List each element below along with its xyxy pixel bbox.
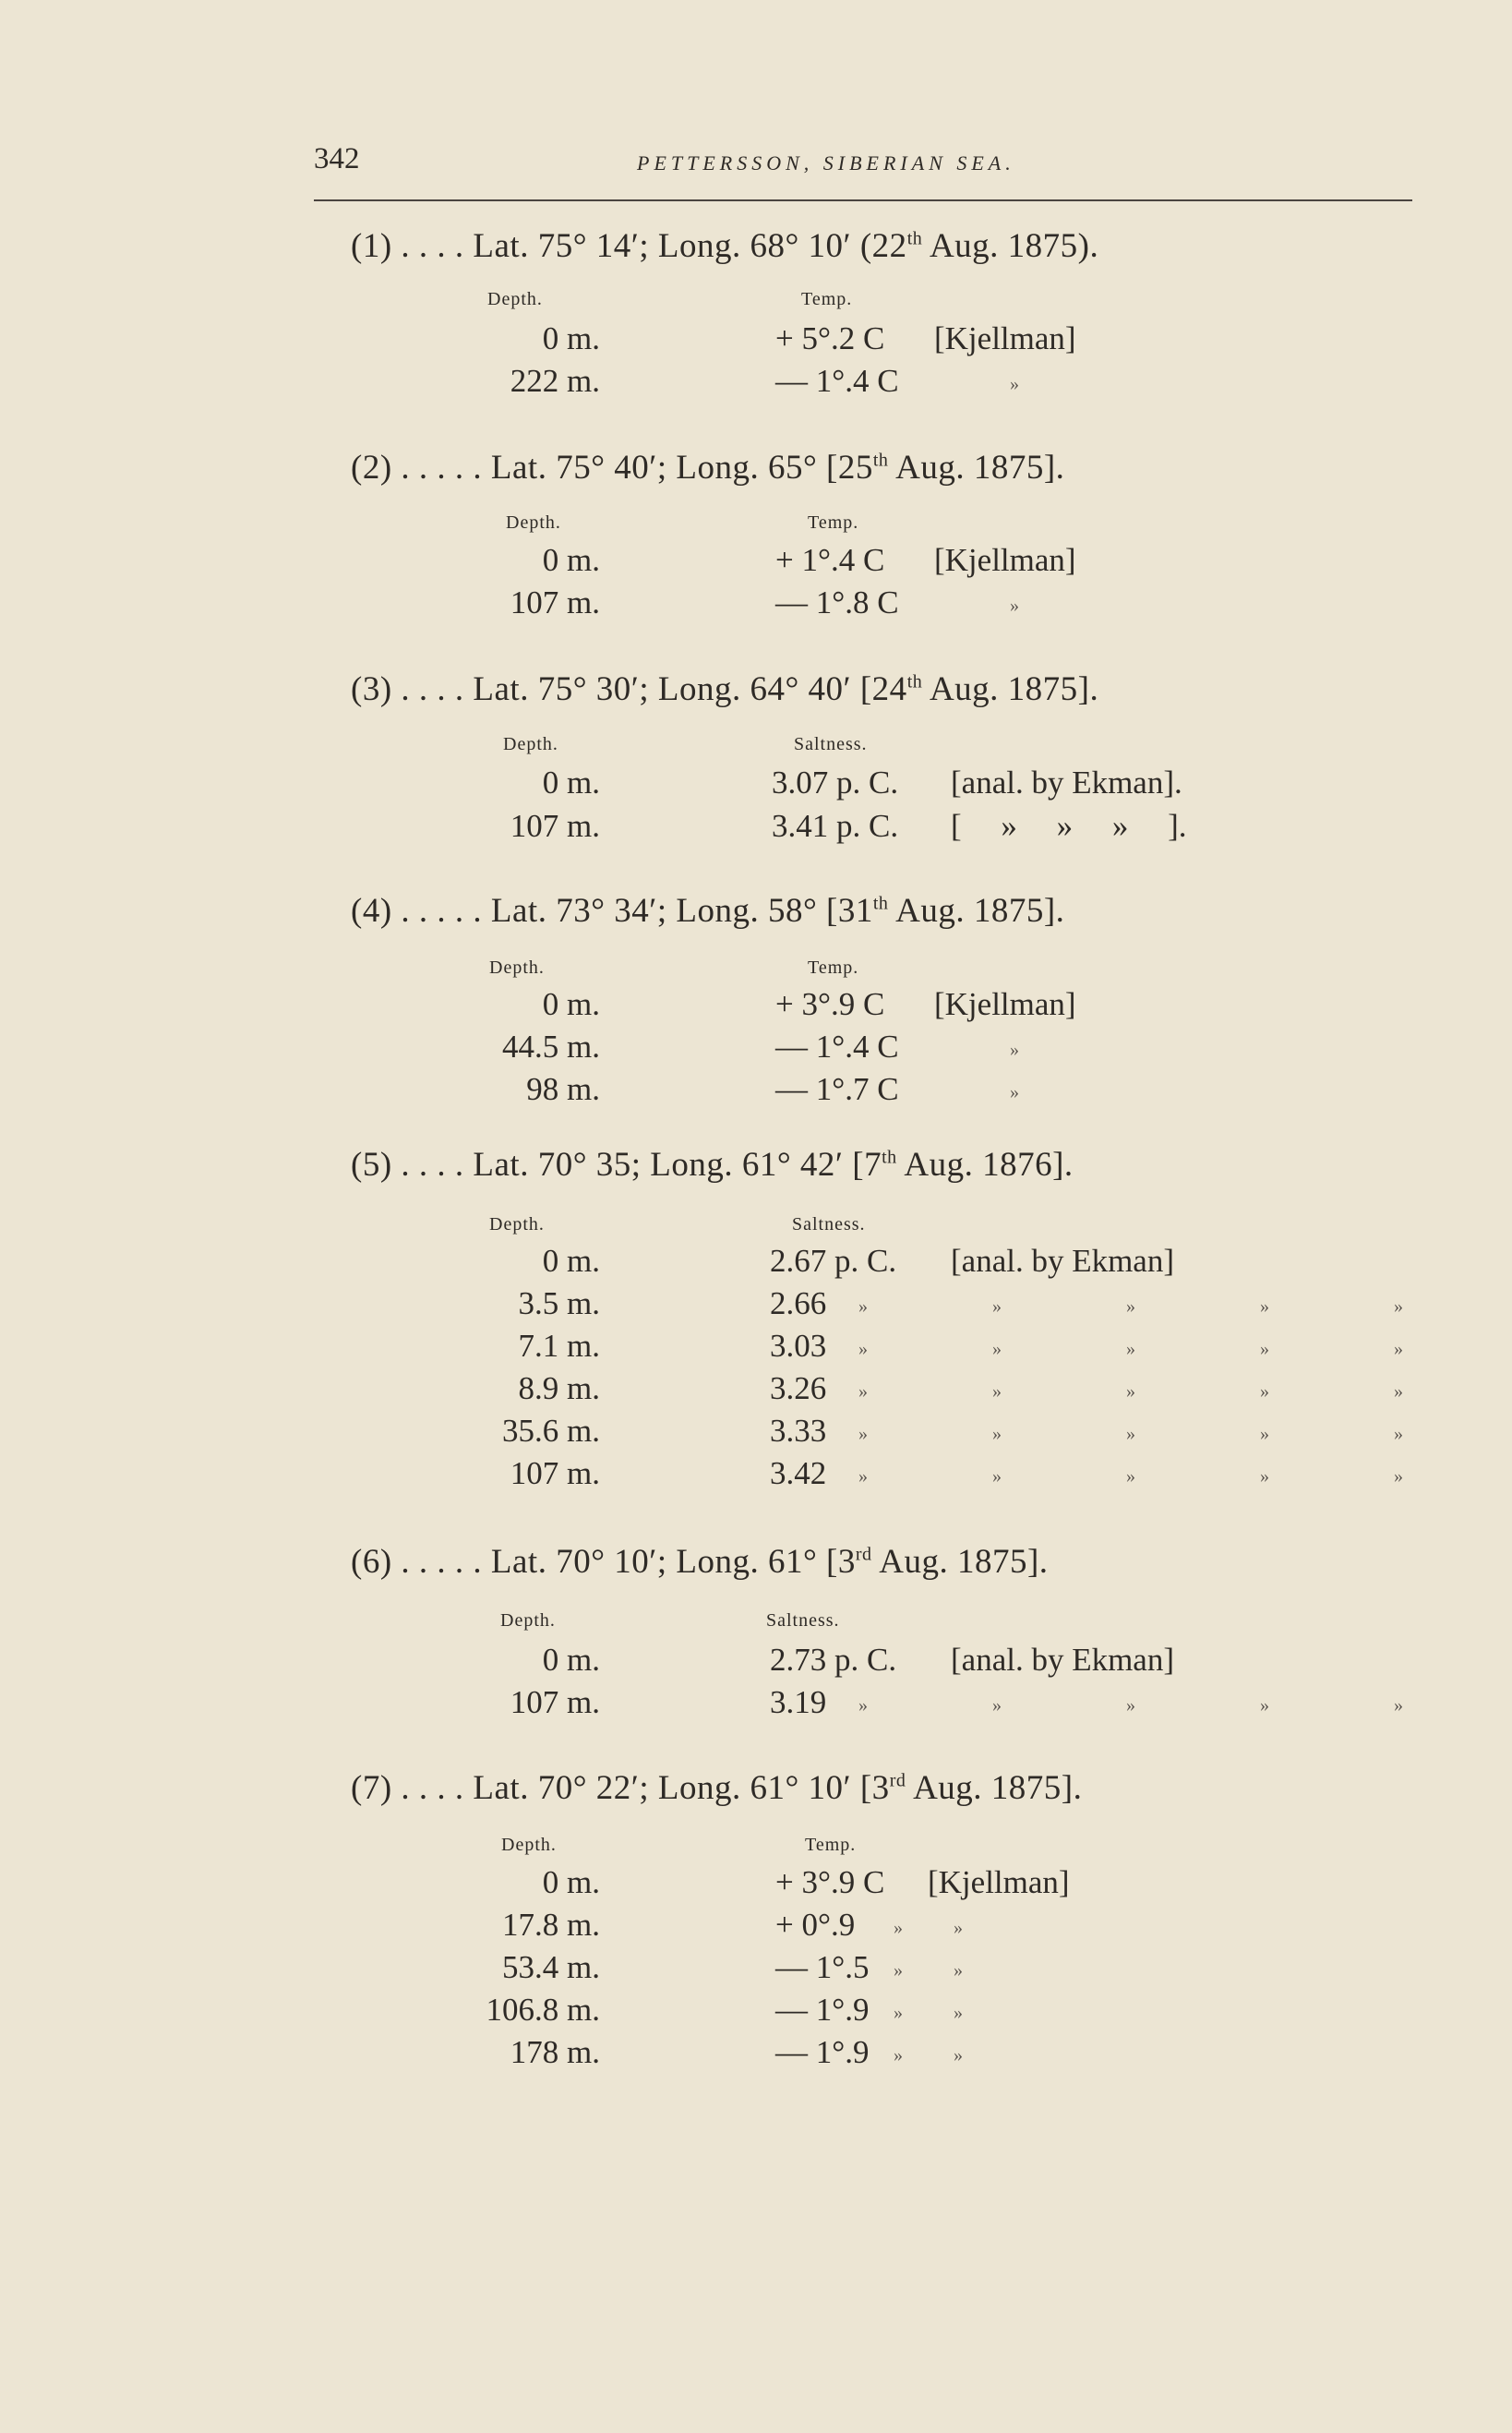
- table-row: [0, 986, 1512, 1029]
- depth-header: Depth.: [500, 1610, 556, 1631]
- table-row: [0, 1071, 1512, 1114]
- depth-cell: 222 m.: [510, 363, 600, 399]
- depth-cell: 53.4 m.: [502, 1949, 600, 1985]
- depth-cell: 0 m.: [542, 542, 600, 578]
- value-cell: + 5°.2 C: [775, 320, 885, 356]
- table-row: [0, 1864, 1512, 1907]
- value-cell: — 1°.9: [775, 1992, 870, 2028]
- note-cell: [anal. by Ekman]: [951, 1642, 1174, 1678]
- depth-cell: 106.8 m.: [486, 1992, 600, 2028]
- station-title: (6) . . . . . Lat. 70° 10′; Long. 61° [3rd Aug. 1875].: [351, 1543, 1049, 1581]
- note-cell: [Kjellman]: [928, 1864, 1070, 1900]
- value-cell: + 0°.9: [775, 1907, 856, 1943]
- ditto-mark: » » » » »: [858, 1339, 1403, 1359]
- value-cell: 2.73 p. C.: [770, 1642, 897, 1678]
- depth-cell: 107 m.: [510, 1455, 600, 1491]
- note-cell: [ » » » ].: [951, 808, 1187, 844]
- depth-header: Depth.: [506, 512, 561, 533]
- table-row: [0, 1907, 1512, 1949]
- value-header: Temp.: [808, 958, 859, 978]
- value-cell: — 1°.7 C: [775, 1071, 899, 1107]
- value-cell: + 3°.9 C: [775, 986, 885, 1022]
- value-cell: 3.19: [770, 1684, 827, 1720]
- depth-cell: 107 m.: [510, 584, 600, 620]
- depth-cell: 35.6 m.: [502, 1413, 600, 1449]
- value-cell: — 1°.5: [775, 1949, 870, 1985]
- ditto-mark: » »: [894, 2003, 963, 2023]
- ditto-mark: »: [1010, 374, 1019, 394]
- table-row: [0, 1413, 1512, 1455]
- table-row: [0, 1029, 1512, 1071]
- depth-cell: 0 m.: [542, 986, 600, 1022]
- station-title: (2) . . . . . Lat. 75° 40′; Long. 65° [25th Aug. 1875].: [351, 449, 1065, 487]
- depth-cell: 7.1 m.: [518, 1328, 600, 1364]
- depth-cell: 107 m.: [510, 808, 600, 844]
- note-cell: [Kjellman]: [934, 320, 1076, 356]
- value-cell: — 1°.4 C: [775, 1029, 899, 1065]
- note-cell: [anal. by Ekman]: [951, 1243, 1174, 1279]
- depth-cell: 98 m.: [526, 1071, 600, 1107]
- depth-cell: 8.9 m.: [518, 1370, 600, 1406]
- value-header: Temp.: [805, 1835, 857, 1855]
- depth-header: Depth.: [487, 289, 543, 309]
- value-cell: — 1°.8 C: [775, 584, 899, 620]
- ditto-mark: » » » » »: [858, 1466, 1403, 1487]
- depth-cell: 0 m.: [542, 765, 600, 801]
- table-row: [0, 2034, 1512, 2077]
- station-title: (4) . . . . . Lat. 73° 34′; Long. 58° [31th Aug. 1875].: [351, 892, 1065, 930]
- table-row: [0, 1328, 1512, 1370]
- value-header: Saltness.: [792, 1214, 866, 1235]
- table-row: [0, 1243, 1512, 1285]
- value-cell: 3.03: [770, 1328, 827, 1364]
- value-cell: 3.26: [770, 1370, 827, 1406]
- value-cell: 3.33: [770, 1413, 827, 1449]
- depth-cell: 0 m.: [542, 1864, 600, 1900]
- depth-cell: 107 m.: [510, 1684, 600, 1720]
- header-rule: [314, 199, 1412, 201]
- ditto-mark: » »: [894, 1960, 963, 1981]
- table-row: [0, 584, 1512, 627]
- depth-cell: 44.5 m.: [502, 1029, 600, 1065]
- running-header: PETTERSSON, SIBERIAN SEA.: [637, 151, 1015, 175]
- table-row: [0, 1455, 1512, 1498]
- table-row: [0, 363, 1512, 405]
- table-row: [0, 1684, 1512, 1727]
- depth-cell: 3.5 m.: [518, 1285, 600, 1321]
- value-header: Saltness.: [794, 734, 868, 754]
- depth-cell: 178 m.: [510, 2034, 600, 2070]
- page-number: 342: [314, 142, 360, 175]
- depth-header: Depth.: [489, 958, 545, 978]
- value-cell: — 1°.4 C: [775, 363, 899, 399]
- value-header: Saltness.: [766, 1610, 840, 1631]
- table-row: [0, 808, 1512, 850]
- station-title: (1) . . . . Lat. 75° 14′; Long. 68° 10′ (22th Aug. 1875).: [351, 227, 1099, 265]
- value-cell: 3.42: [770, 1455, 827, 1491]
- depth-cell: 0 m.: [542, 1642, 600, 1678]
- value-header: Temp.: [808, 512, 859, 533]
- table-row: [0, 765, 1512, 807]
- table-row: [0, 1642, 1512, 1684]
- depth-cell: 17.8 m.: [502, 1907, 600, 1943]
- table-row: [0, 1992, 1512, 2034]
- table-row: [0, 1370, 1512, 1413]
- ditto-mark: » » » » »: [858, 1381, 1403, 1402]
- station-title: (7) . . . . Lat. 70° 22′; Long. 61° 10′ [3rd Aug. 1875].: [351, 1769, 1083, 1807]
- table-row: [0, 320, 1512, 363]
- note-cell: [Kjellman]: [934, 986, 1076, 1022]
- depth-cell: 0 m.: [542, 320, 600, 356]
- depth-cell: 0 m.: [542, 1243, 600, 1279]
- value-cell: — 1°.9: [775, 2034, 870, 2070]
- note-cell: [Kjellman]: [934, 542, 1076, 578]
- value-cell: + 1°.4 C: [775, 542, 885, 578]
- ditto-mark: » »: [894, 1918, 963, 1938]
- value-cell: 2.67 p. C.: [770, 1243, 897, 1279]
- value-cell: + 3°.9 C: [775, 1864, 885, 1900]
- ditto-mark: » » » » »: [858, 1695, 1403, 1716]
- value-cell: 3.07 p. C.: [772, 765, 899, 801]
- station-title: (5) . . . . Lat. 70° 35; Long. 61° 42′ [7th Aug. 1876].: [351, 1146, 1074, 1184]
- value-cell: 2.66: [770, 1285, 827, 1321]
- table-row: [0, 542, 1512, 584]
- ditto-mark: » » » » »: [858, 1424, 1403, 1444]
- depth-header: Depth.: [489, 1214, 545, 1235]
- ditto-mark: » » » » »: [858, 1296, 1403, 1317]
- ditto-mark: »: [1010, 1082, 1019, 1102]
- ditto-mark: »: [1010, 596, 1019, 616]
- value-header: Temp.: [801, 289, 853, 309]
- note-cell: [anal. by Ekman].: [951, 765, 1182, 801]
- table-row: [0, 1949, 1512, 1992]
- ditto-mark: » »: [894, 2045, 963, 2066]
- value-cell: 3.41 p. C.: [772, 808, 899, 844]
- depth-header: Depth.: [501, 1835, 557, 1855]
- station-title: (3) . . . . Lat. 75° 30′; Long. 64° 40′ [24th Aug. 1875].: [351, 670, 1099, 708]
- table-row: [0, 1285, 1512, 1328]
- depth-header: Depth.: [503, 734, 558, 754]
- ditto-mark: »: [1010, 1040, 1019, 1060]
